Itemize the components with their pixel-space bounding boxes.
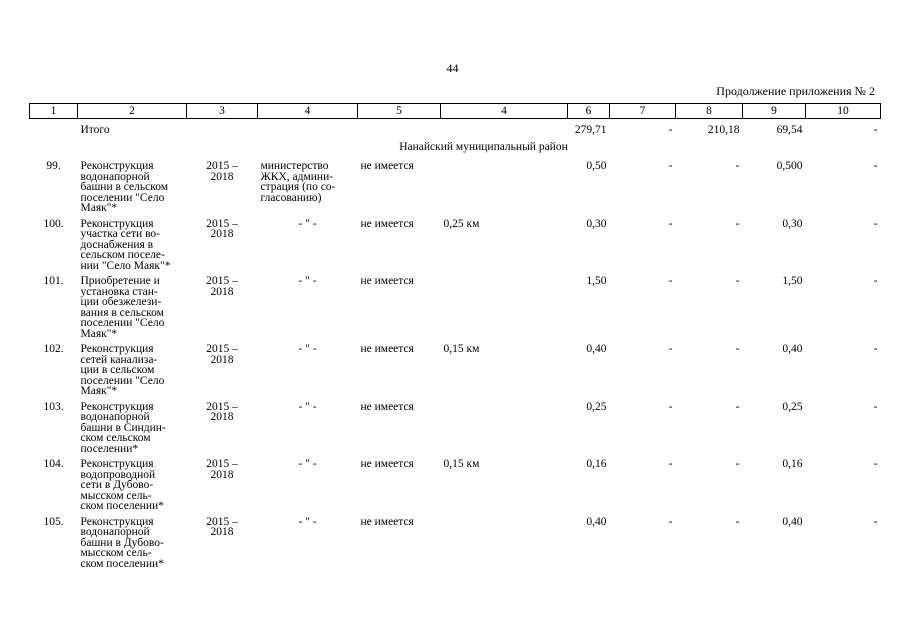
col-header: 5 <box>358 104 441 119</box>
text-line: водонапорной <box>80 170 150 183</box>
documentation: не имеется <box>360 217 414 230</box>
text-line: башни в сельском <box>80 181 169 193</box>
total-row <box>30 119 881 140</box>
text-line: Маяк"* <box>80 385 118 397</box>
col7-value: - <box>668 458 673 470</box>
row-number: 102. <box>43 343 64 355</box>
documentation: не имеется <box>360 458 414 470</box>
text-line: Маяк"* <box>80 202 118 214</box>
col8-value: - <box>735 275 740 287</box>
total-label: Итого <box>80 124 110 136</box>
measure-name <box>78 512 187 570</box>
text-line: установка стан- <box>80 285 158 298</box>
col-header: 8 <box>676 104 743 119</box>
measure-name <box>78 156 187 214</box>
text-line: - " - <box>298 400 317 413</box>
period <box>187 454 258 512</box>
total-col9: 69,54 <box>776 124 803 136</box>
col-header: 9 <box>743 104 806 119</box>
executor <box>258 454 358 512</box>
text-line: водонапорной <box>80 526 150 538</box>
cell <box>258 119 358 140</box>
executor <box>258 271 358 339</box>
cell <box>187 119 258 140</box>
table-row <box>30 512 881 570</box>
text-line: поселении "Село <box>80 191 165 204</box>
text-line: - " - <box>298 275 317 287</box>
col-header: 3 <box>187 104 258 119</box>
text-line: 2015 – <box>206 275 238 287</box>
text-line: - " - <box>298 515 317 528</box>
documentation: не имеется <box>360 400 414 413</box>
text-line: - " - <box>298 343 317 355</box>
text-line: 2018 <box>210 170 234 183</box>
capacity: 0,25 км <box>443 217 480 230</box>
text-line: 2018 <box>210 526 234 538</box>
col6-value: 0,40 <box>586 515 607 528</box>
text-line: Реконструкция <box>80 458 154 470</box>
col10-value: - <box>873 458 878 470</box>
text-line: 2018 <box>210 228 234 240</box>
col7-value: - <box>668 343 673 355</box>
text-line: Реконструкция <box>80 160 154 172</box>
capacity <box>441 397 568 455</box>
documentation: не имеется <box>360 515 414 528</box>
col7-value: - <box>668 217 673 230</box>
total-col7: - <box>668 124 673 136</box>
text-line: башни в Синдин- <box>80 421 166 434</box>
measure-name <box>78 397 187 455</box>
text-line: 2015 – <box>206 458 238 470</box>
text-line: страция (по со- <box>260 181 336 193</box>
col10-value: - <box>873 275 878 287</box>
row-number: 99. <box>46 160 61 172</box>
col8-value: - <box>735 217 740 230</box>
executor <box>258 339 358 397</box>
text-line: ском поселении* <box>80 557 164 570</box>
table-row <box>30 214 881 272</box>
col-header: 1 <box>30 104 78 119</box>
header-row <box>30 104 881 119</box>
total-col8: 210,18 <box>707 124 740 136</box>
cell <box>30 119 78 140</box>
col7-value: - <box>668 515 673 528</box>
text-line: мысском сель- <box>80 489 152 502</box>
period <box>187 156 258 214</box>
text-line: 2015 – <box>206 217 238 230</box>
text-line: 2015 – <box>206 400 238 413</box>
col10-value: - <box>873 343 878 355</box>
text-line: водопроводной <box>80 468 156 481</box>
text-line: Реконструкция <box>80 400 154 413</box>
documentation: не имеется <box>360 343 414 355</box>
period <box>187 271 258 339</box>
measure-name <box>78 454 187 512</box>
text-line: поселении "Село <box>80 317 165 329</box>
text-line: 2018 <box>210 285 234 298</box>
text-line: сельском поселе- <box>80 249 165 261</box>
region-row <box>30 139 881 156</box>
text-line: вания в сельском <box>80 306 164 319</box>
executor <box>258 512 358 570</box>
text-line: гласованию) <box>260 191 322 204</box>
col7-value: - <box>668 400 673 413</box>
capacity <box>441 156 568 214</box>
col9-value: 0,25 <box>782 400 803 413</box>
executor <box>258 214 358 272</box>
row-number: 105. <box>43 515 64 528</box>
col9-value: 1,50 <box>782 275 803 287</box>
text-line: Приобретение и <box>80 275 160 287</box>
col7-value: - <box>668 275 673 287</box>
table-row <box>30 339 881 397</box>
col9-value: 0,40 <box>782 343 803 355</box>
row-number: 104. <box>43 458 64 470</box>
text-line: доснабжения в <box>80 238 154 251</box>
measure-name <box>78 271 187 339</box>
capacity <box>441 271 568 339</box>
col8-value: - <box>735 343 740 355</box>
col10-value: - <box>873 217 878 230</box>
total-col10: - <box>873 124 878 136</box>
col6-value: 0,25 <box>586 400 607 413</box>
cell <box>30 139 358 156</box>
text-line: 2018 <box>210 468 234 481</box>
text-line: Маяк"* <box>80 327 118 340</box>
text-line: башни в Дубово- <box>80 536 164 549</box>
col8-value: - <box>735 160 740 172</box>
col9-value: 0,500 <box>776 160 803 172</box>
capacity <box>441 512 568 570</box>
col10-value: - <box>873 515 878 528</box>
text-line: водонапорной <box>80 411 150 423</box>
executor <box>258 397 358 455</box>
text-line: Реконструкция <box>80 515 154 528</box>
text-line: министерство <box>260 160 329 172</box>
table-row <box>30 397 881 455</box>
col6-value: 0,30 <box>586 217 607 230</box>
table-row <box>30 271 881 339</box>
table-row <box>30 454 881 512</box>
col8-value: - <box>735 515 740 528</box>
text-line: поселении "Село <box>80 374 165 387</box>
cell <box>610 139 881 156</box>
cell <box>441 119 568 140</box>
capacity: 0,15 км <box>443 458 480 470</box>
col-header: 7 <box>610 104 676 119</box>
table-row <box>30 156 881 214</box>
col9-value: 0,16 <box>782 458 803 470</box>
col-header: 10 <box>806 104 881 119</box>
col-header: 2 <box>78 104 187 119</box>
col10-value: - <box>873 160 878 172</box>
capacity: 0,15 км <box>443 343 480 355</box>
col10-value: - <box>873 400 878 413</box>
executor <box>258 156 358 214</box>
text-line: сетей канализа- <box>80 353 158 366</box>
col6-value: 1,50 <box>586 275 607 287</box>
text-line: ЖКХ, админи- <box>260 170 334 183</box>
col9-value: 0,40 <box>782 515 803 528</box>
region-heading: Нанайский муниципальный район <box>399 141 568 153</box>
col6-value: 0,40 <box>586 343 607 355</box>
col6-value: 0,50 <box>586 160 607 172</box>
cell <box>358 119 441 140</box>
total-col6: 279,71 <box>574 124 607 136</box>
program-table <box>29 103 881 569</box>
period <box>187 512 258 570</box>
period <box>187 214 258 272</box>
text-line: Реконструкция <box>80 343 154 355</box>
period <box>187 339 258 397</box>
text-line: - " - <box>298 458 317 470</box>
text-line: 2015 – <box>206 515 238 528</box>
text-line: участка сети во- <box>80 228 160 240</box>
row-number: 101. <box>43 275 64 287</box>
text-line: 2015 – <box>206 160 238 172</box>
text-line: ском поселении* <box>80 500 164 512</box>
row-number: 100. <box>43 217 64 230</box>
period <box>187 397 258 455</box>
row-number: 103. <box>43 400 64 413</box>
text-line: сети в Дубово- <box>80 479 154 491</box>
text-line: мысском сель- <box>80 547 152 559</box>
col8-value: - <box>735 400 740 413</box>
col6-value: 0,16 <box>586 458 607 470</box>
text-line: 2015 – <box>206 343 238 355</box>
col-header: 6 <box>568 104 610 119</box>
documentation: не имеется <box>360 275 414 287</box>
text-line: нии "Село Маяк"* <box>80 259 171 272</box>
col9-value: 0,30 <box>782 217 803 230</box>
measure-name <box>78 339 187 397</box>
text-line: 2018 <box>210 411 234 423</box>
text-line: ции в сельском <box>80 364 155 376</box>
col7-value: - <box>668 160 673 172</box>
col8-value: - <box>735 458 740 470</box>
page-number: 44 <box>446 61 459 75</box>
col-header: 4 <box>258 104 358 119</box>
documentation: не имеется <box>360 160 414 172</box>
text-line: ском сельском <box>80 432 151 444</box>
measure-name <box>78 214 187 272</box>
continuation-note: Продолжение приложения № 2 <box>716 84 875 98</box>
col-header: 4 <box>441 104 568 119</box>
text-line: поселении* <box>80 442 139 455</box>
text-line: Реконструкция <box>80 217 154 230</box>
text-line: - " - <box>298 217 317 230</box>
text-line: 2018 <box>210 353 234 366</box>
text-line: ции обезжелези- <box>80 296 162 308</box>
